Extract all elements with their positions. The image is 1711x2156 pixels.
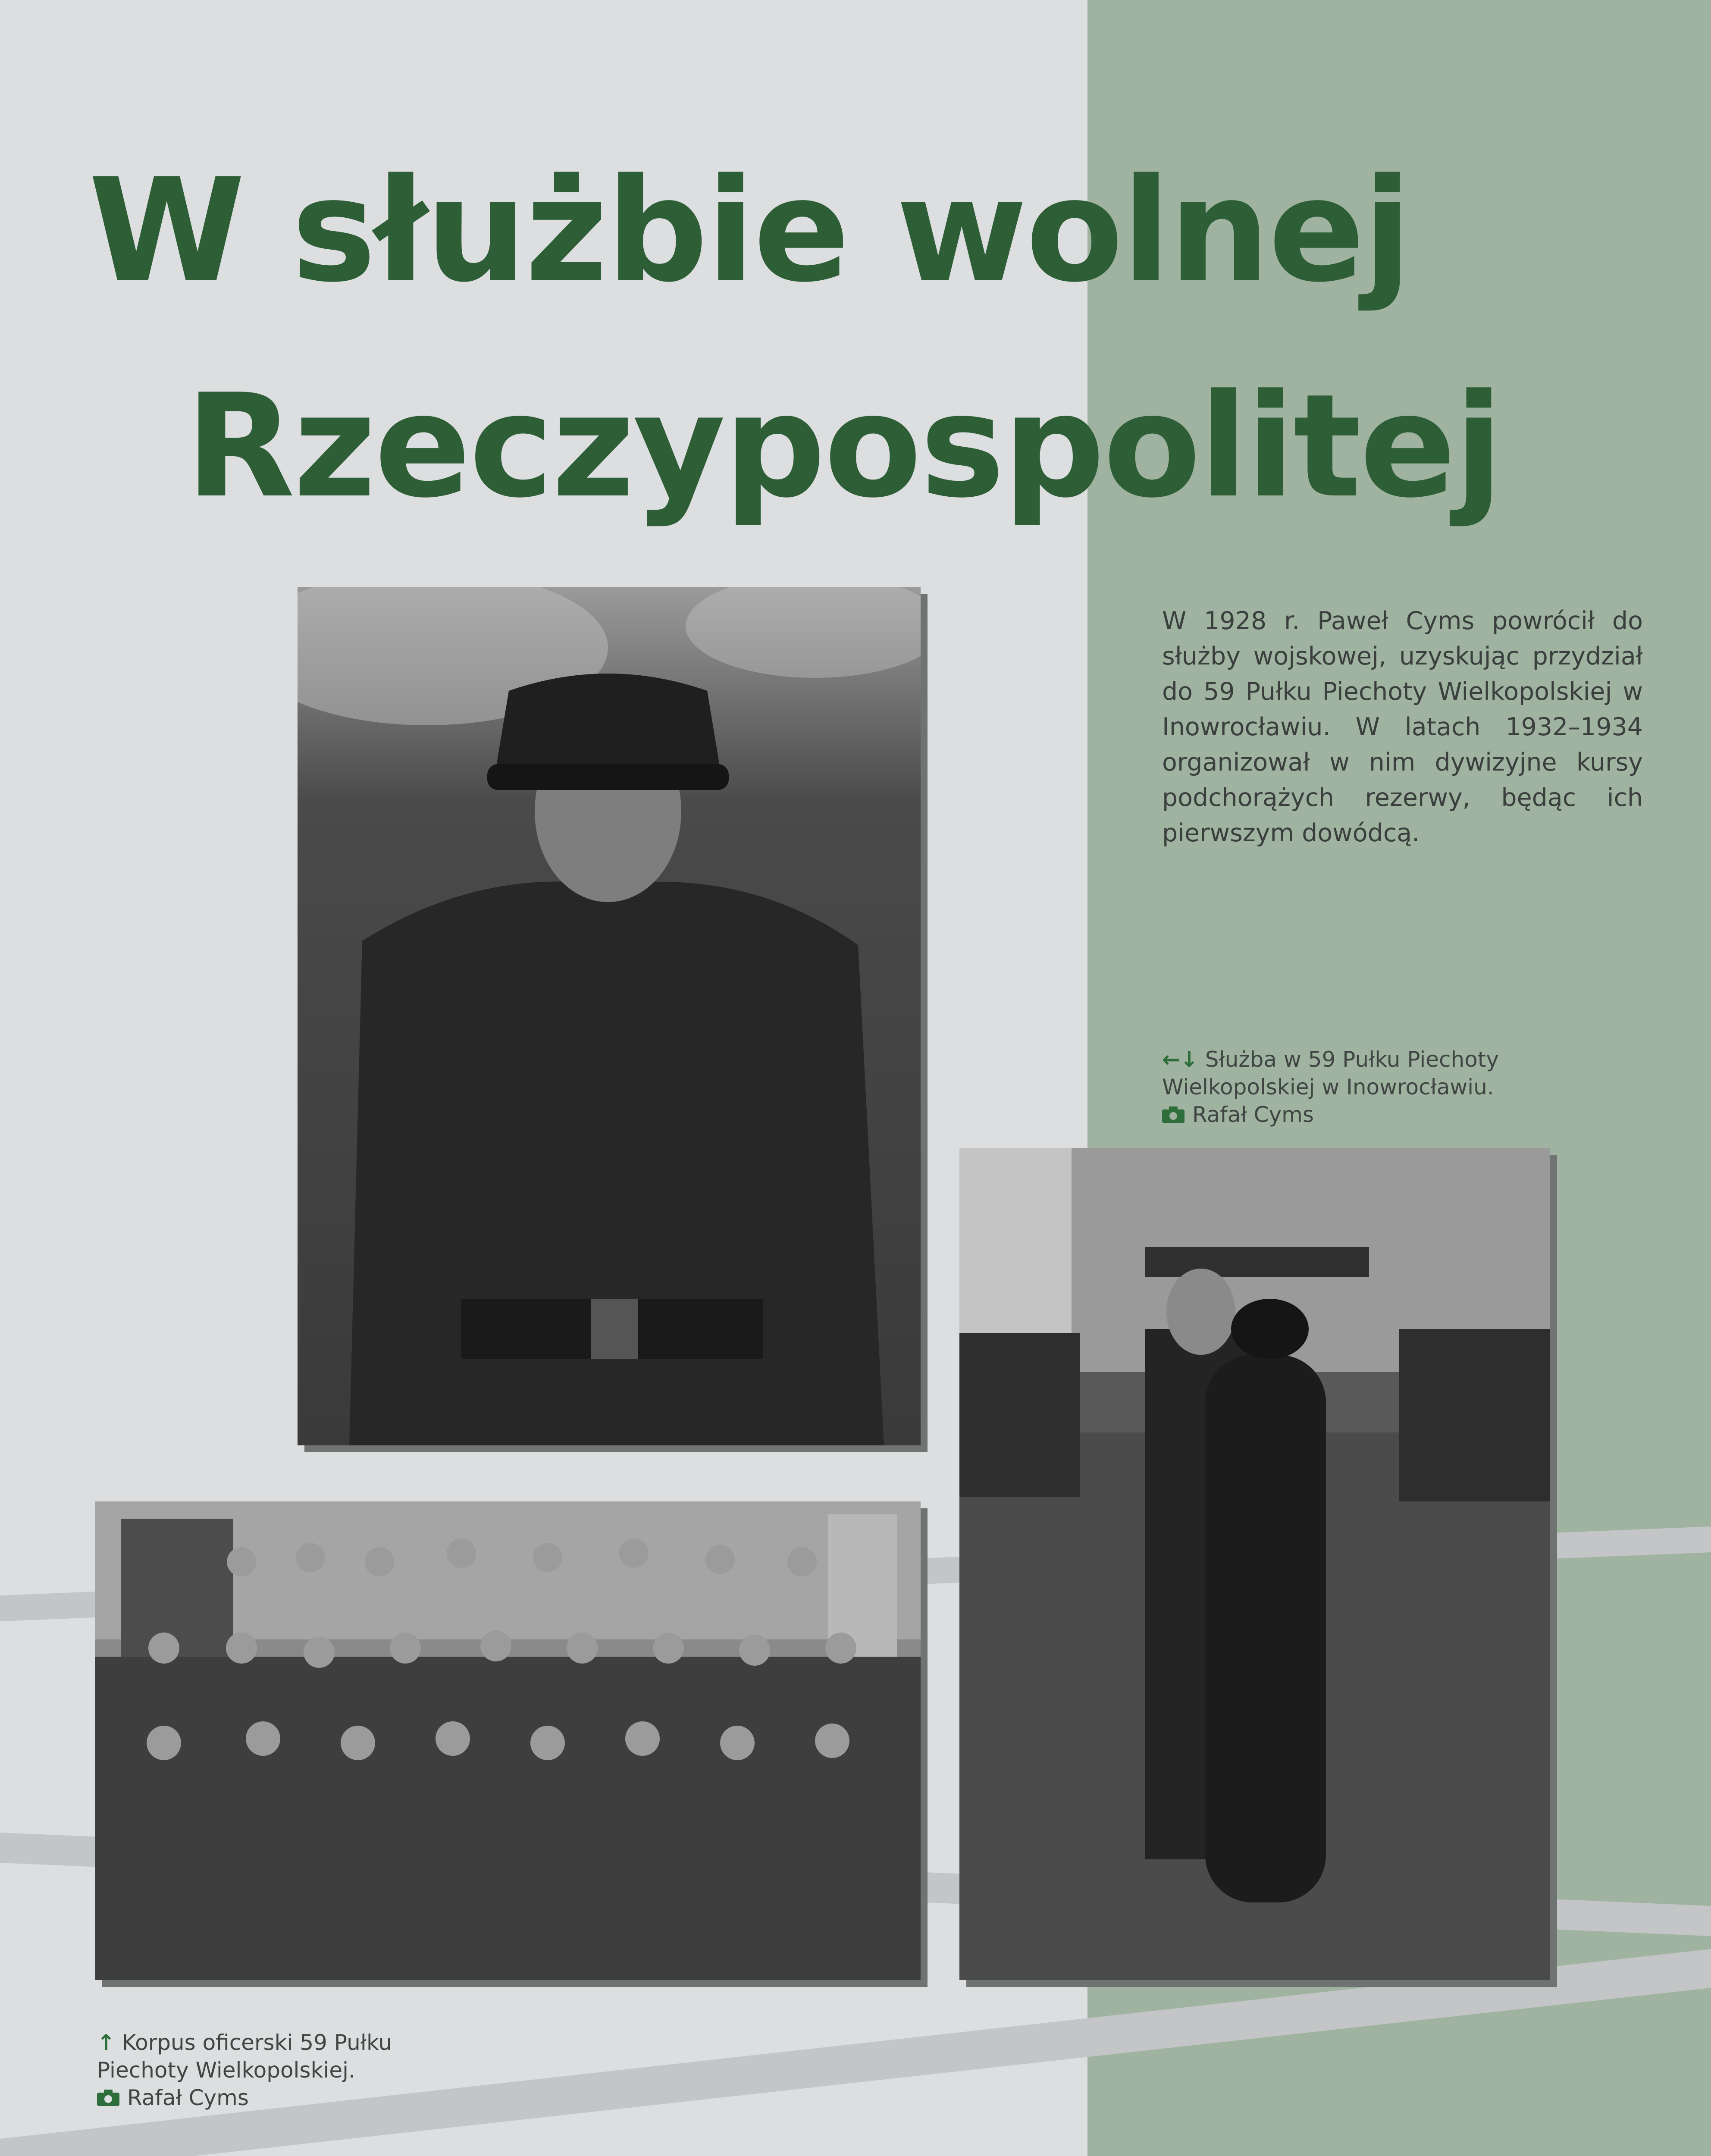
caption-service-line-1: Służba w 59 Pułku Piechoty <box>1205 1047 1499 1072</box>
parade-photo <box>959 1148 1550 1980</box>
caption-officers <box>97 2029 392 2112</box>
camera-icon <box>97 2090 119 2106</box>
arrow-left-down-icon: ←↓ <box>1162 1047 1198 1072</box>
arrow-up-icon: ↑ <box>97 2030 115 2055</box>
caption-officers-line-2: Piechoty Wielkopolskiej. <box>97 2058 355 2083</box>
title-line-2: Rzeczypospolitej <box>185 364 1501 529</box>
caption-service-line-2: Wielkopolskiej w Inowrocławiu. <box>1162 1075 1494 1100</box>
group-photo <box>95 1501 921 1980</box>
caption-service <box>1162 1046 1499 1128</box>
title-line-1: W służbie wolnej <box>88 148 1410 313</box>
caption-officers-credit: Rafał Cyms <box>127 2085 249 2110</box>
intro-paragraph: W 1928 r. Paweł Cyms powrócił do służby wojskowej, uzyskując przydział do 59 Pułku Piechoty Wielkopolskiej w Inowrocławiu. W latach 1932–1934 organizował w nim dywizyjne kursy podchorążych rezerwy, będąc ich pierwszym dowódcą. <box>1162 607 1643 847</box>
portrait-photo <box>298 587 921 1445</box>
camera-icon <box>1162 1106 1185 1123</box>
caption-officers-line-1: Korpus oficerski 59 Pułku <box>122 2030 392 2055</box>
caption-service-credit: Rafał Cyms <box>1192 1102 1314 1127</box>
